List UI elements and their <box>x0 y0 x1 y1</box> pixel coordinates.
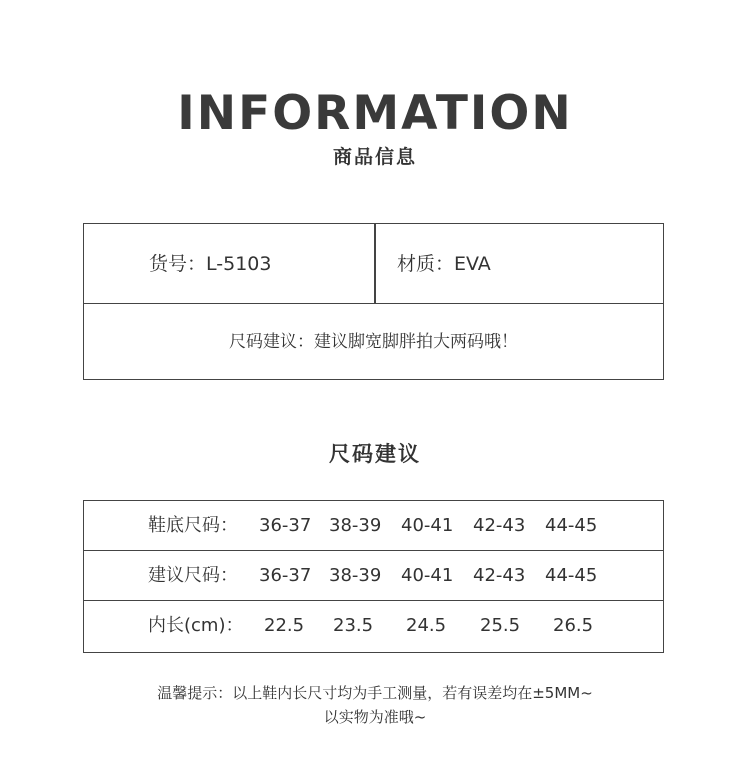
measurement-note-line2: 以实物为准哦~ <box>323 708 427 726</box>
table-cell: 42-43 <box>473 515 526 536</box>
row-label-inner-length: 内长(cm)： <box>148 615 244 636</box>
page-title: INFORMATION <box>177 86 573 141</box>
table-cell: 26.5 <box>553 615 594 636</box>
table-cell: 44-45 <box>545 565 598 586</box>
table-cell: 40-41 <box>401 565 454 586</box>
row-label-recommended-size: 建议尺码： <box>148 565 238 586</box>
table-cell: 44-45 <box>545 515 598 536</box>
table-cell: 38-39 <box>329 565 382 586</box>
table-cell: 24.5 <box>406 615 447 636</box>
page-subtitle: 商品信息 <box>332 146 417 168</box>
table-cell: 40-41 <box>401 515 454 536</box>
measurement-note: 温馨提示：以上鞋内长尺寸均为手工测量，若有误差均在±5MM~ <box>157 684 593 702</box>
table-cell: 25.5 <box>480 615 521 636</box>
size-table <box>83 500 664 653</box>
row-label-sole-size: 鞋底尺码： <box>148 515 238 536</box>
item-number: 货号：L-5103 <box>149 253 272 275</box>
table-cell: 38-39 <box>329 515 382 536</box>
table-cell: 42-43 <box>473 565 526 586</box>
table-row <box>84 601 663 651</box>
product-info-box <box>83 223 664 380</box>
size-section-title: 尺码建议 <box>329 442 421 466</box>
table-row <box>84 551 663 601</box>
info-divider <box>374 224 376 304</box>
table-row <box>84 501 663 551</box>
table-cell: 23.5 <box>333 615 374 636</box>
material: 材质：EVA <box>397 253 491 275</box>
size-advice-note: 尺码建议：建议脚宽脚胖拍大两码哦！ <box>229 332 518 352</box>
table-cell: 22.5 <box>264 615 305 636</box>
info-row-top <box>84 224 663 304</box>
table-cell: 36-37 <box>259 515 312 536</box>
table-cell: 36-37 <box>259 565 312 586</box>
